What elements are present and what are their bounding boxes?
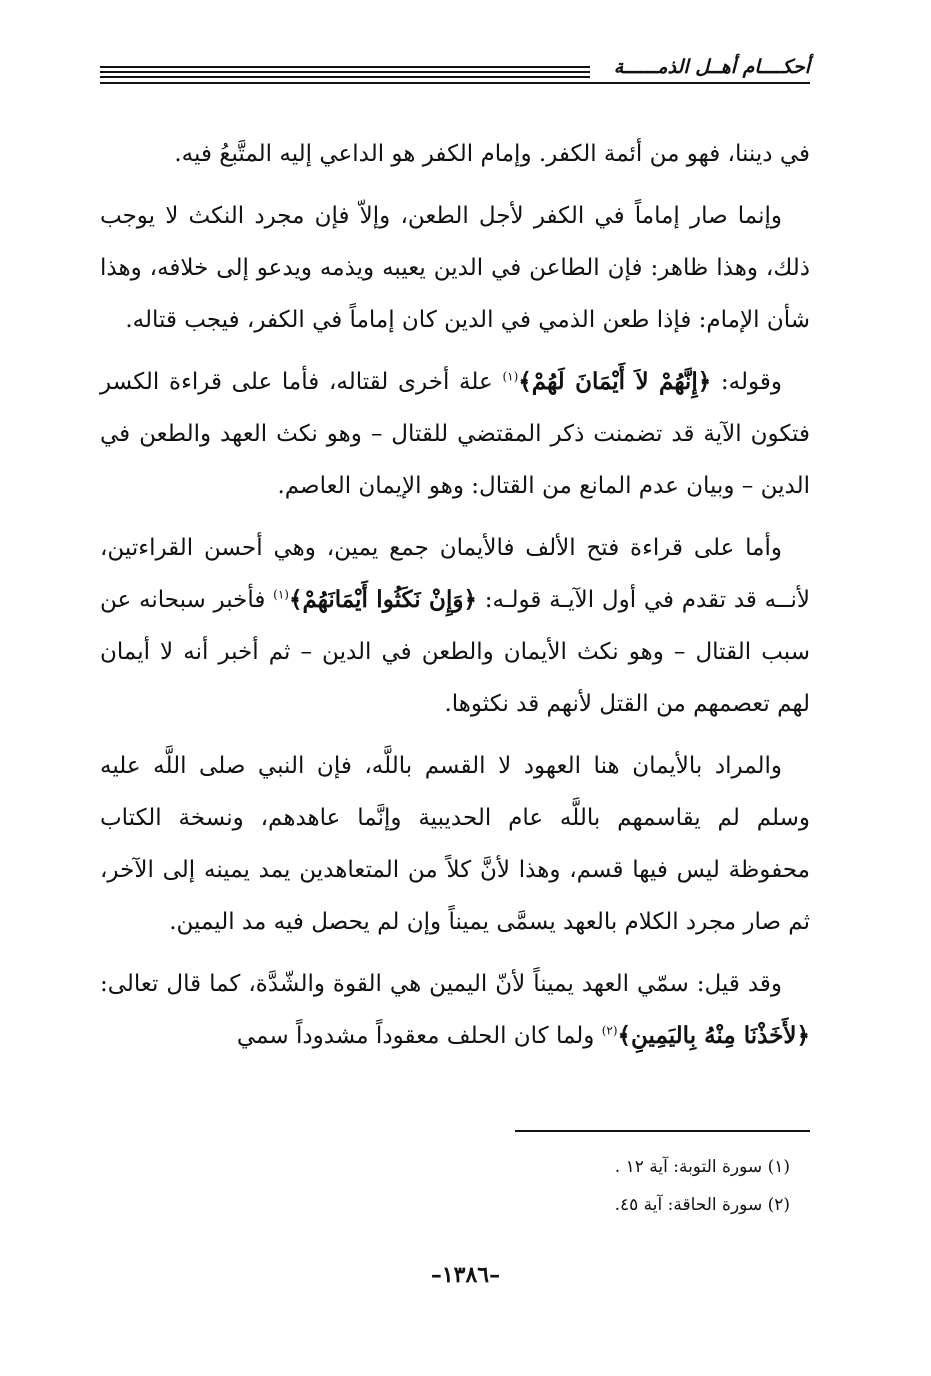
paragraph-6	[100, 958, 810, 1062]
footnote-reference: (١)	[502, 369, 519, 384]
footnote-reference: (٢)	[601, 1023, 618, 1038]
paragraph-text: فأخبر سبحانه عن سبب القتال – وهو نكث الأيمان والطعن في الدين – ثم أخبر أنه لا أيمان لهم تعصمهم من القتل لأنهم قد نكثوها.	[100, 587, 810, 717]
footnote-1: (١) سورة التوبة: آية ١٢ .	[614, 1157, 790, 1177]
footnote-separator	[515, 1130, 810, 1132]
quran-verse: ﴿لأَخَذْنَا مِنْهُ بِاليَمِينِ﴾	[617, 1022, 810, 1049]
paragraph-text: ولما كان الحلف معقوداً مشدوداً سمي	[236, 1023, 602, 1049]
paragraph-text: وقوله:	[711, 369, 782, 395]
header-rule	[100, 71, 590, 73]
paragraph-1	[100, 128, 810, 180]
page-number: –١٣٨٦–	[430, 1262, 501, 1288]
running-header-title: أحكــــام أهــل الذمــــــة	[613, 56, 810, 78]
body-text	[100, 128, 810, 1072]
quran-verse: ﴿وَإِنْ نَكَثُوا أَيْمَانَهُمْ﴾	[288, 586, 477, 613]
paragraph-text: وأما على قراءة فتح الألف فالأيمان جمع يمين، وهي أحسن القراءتين، لأنــه قد تقدم في أول الآيـة قولـه:	[100, 535, 810, 613]
header-underline	[100, 82, 810, 84]
header-rule	[100, 66, 590, 68]
paragraph-text: في ديننا، فهو من أئمة الكفر. وإمام الكفر هو الداعي إليه المتَّبعُ فيه.	[174, 141, 810, 167]
paragraph-text: علة أخرى لقتاله، فأما على قراءة الكسر فتكون الآية قد تضمنت ذكر المقتضي للقتال – وهو نكث العهد والطعن في الدين – وبيان عدم المانع من القتال: وهو الإيمان العاصم.	[100, 369, 810, 499]
running-header	[100, 52, 810, 92]
header-rule	[100, 76, 590, 78]
footnotes	[100, 1148, 790, 1224]
paragraph-4	[100, 522, 810, 730]
paragraph-text: وإنما صار إماماً في الكفر لأجل الطعن، وإلاّ فإن مجرد النكث لا يوجب ذلك، وهذا ظاهر: فإن الطاعن في الدين يعيبه ويذمه ويدعو إلى خلافه، وهذا شأن الإمام: فإذا طعن الذمي في الدين كان إماماً في الكفر، فيجب قتاله.	[100, 203, 810, 333]
paragraph-text: والمراد بالأيمان هنا العهود لا القسم باللَّه، فإن النبي صلى اللَّه عليه وسلم لم يقاسمهم باللَّه عام الحديبية وإنَّما عاهدهم، ونسخة الكتاب محفوظة ليس فيها قسم، وهذا لأنَّ كلاً من المتعاهدين يمد يمينه إلى الآخر، ثم صار مجرد الكلام بالعهد يسمَّى يميناً وإن لم يحصل فيه مد اليمين.	[100, 753, 810, 935]
paragraph-5	[100, 740, 810, 948]
footnote-2: (٢) سورة الحاقة: آية ٤٥.	[614, 1195, 790, 1215]
paragraph-2	[100, 190, 810, 346]
paragraph-3	[100, 356, 810, 512]
quran-verse: ﴿إِنَّهُمْ لاَ أَيْمَانَ لَهُمْ﴾	[518, 368, 712, 395]
paragraph-text: وقد قيل: سمّي العهد يميناً لأنّ اليمين هي القوة والشّدَّة، كما قال تعالى:	[100, 971, 782, 997]
footnote-reference: (١)	[273, 587, 289, 602]
